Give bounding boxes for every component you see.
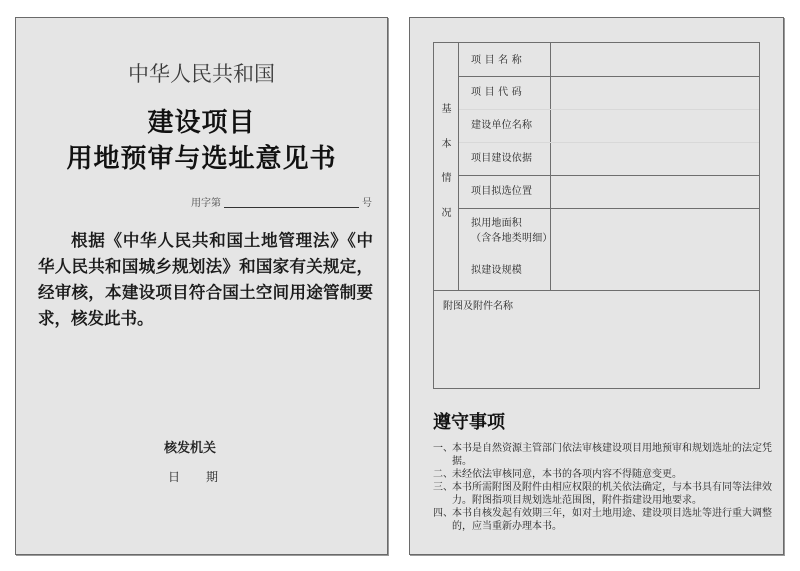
basic-info-table bbox=[433, 42, 760, 389]
side-label-char: 本 bbox=[441, 139, 452, 150]
row-label-project-basis: 项目建设依据 bbox=[471, 153, 533, 164]
table-divider bbox=[459, 175, 759, 176]
reference-prefix: 用字第 bbox=[191, 198, 221, 209]
side-label-char: 况 bbox=[441, 208, 452, 219]
row-label-construction-scale: 拟建设规模 bbox=[471, 265, 522, 276]
row-label-project-code: 项 目 代 码 bbox=[471, 87, 522, 98]
row-label-land-area-detail: （含各地类明细） bbox=[471, 233, 553, 244]
table-divider bbox=[459, 142, 759, 143]
certificate-cover-page bbox=[15, 17, 388, 555]
rule-item: 三、 本书所需附图及附件由相应权限的机关依法确定，与本书具有同等法律效力。附图指项目规划选址范围图，附件指建设用地要求。 bbox=[433, 482, 772, 506]
country-name: 中华人民共和国 bbox=[128, 62, 275, 86]
table-divider bbox=[434, 290, 759, 291]
table-divider bbox=[459, 109, 759, 110]
rule-item: 一、 本书是自然资源主管部门依法审核建设项目用地预审和规划选址的法定凭据。 bbox=[433, 443, 772, 467]
rules-title: 遵守事项 bbox=[433, 412, 505, 433]
reference-number bbox=[191, 194, 372, 209]
side-label-char: 情 bbox=[441, 173, 452, 184]
rule-item: 二、 未经依法审核同意，本书的各项内容不得随意变更。 bbox=[433, 469, 682, 480]
table-divider bbox=[459, 208, 759, 209]
side-label-char: 基 bbox=[441, 104, 452, 115]
reference-suffix: 号 bbox=[362, 198, 372, 209]
date-char-2: 期 bbox=[206, 470, 219, 484]
row-label-project-name: 项 目 名 称 bbox=[471, 55, 522, 66]
certificate-info-page bbox=[409, 17, 784, 555]
certificate-body-text: 根据《中华人民共和国土地管理法》《中华人民共和国城乡规划法》和国家有关规定，经审核，本建设项目符合国土空间用途管制要求，核发此书。 bbox=[38, 231, 373, 328]
attachments-label: 附图及附件名称 bbox=[443, 301, 513, 312]
row-label-proposed-location: 项目拟选位置 bbox=[471, 186, 533, 197]
table-divider bbox=[550, 43, 551, 290]
issue-date-label bbox=[168, 468, 218, 485]
rule-item: 四、 本书自核发起有效期三年，如对土地用途、建设项目选址等进行重大调整的，应当重新办理本书。 bbox=[433, 508, 772, 532]
row-label-construction-unit: 建设单位名称 bbox=[471, 120, 533, 131]
title-line-2: 用地预审与选址意见书 bbox=[66, 144, 337, 174]
reference-number-blank bbox=[224, 198, 359, 208]
date-char-1: 日 bbox=[168, 470, 181, 484]
table-divider bbox=[458, 43, 459, 290]
row-label-land-area: 拟用地面积 bbox=[471, 218, 522, 229]
table-divider bbox=[459, 76, 759, 77]
title-line-1: 建设项目 bbox=[147, 108, 256, 138]
rules-list bbox=[433, 442, 778, 533]
issuing-authority-label: 核发机关 bbox=[164, 441, 217, 456]
